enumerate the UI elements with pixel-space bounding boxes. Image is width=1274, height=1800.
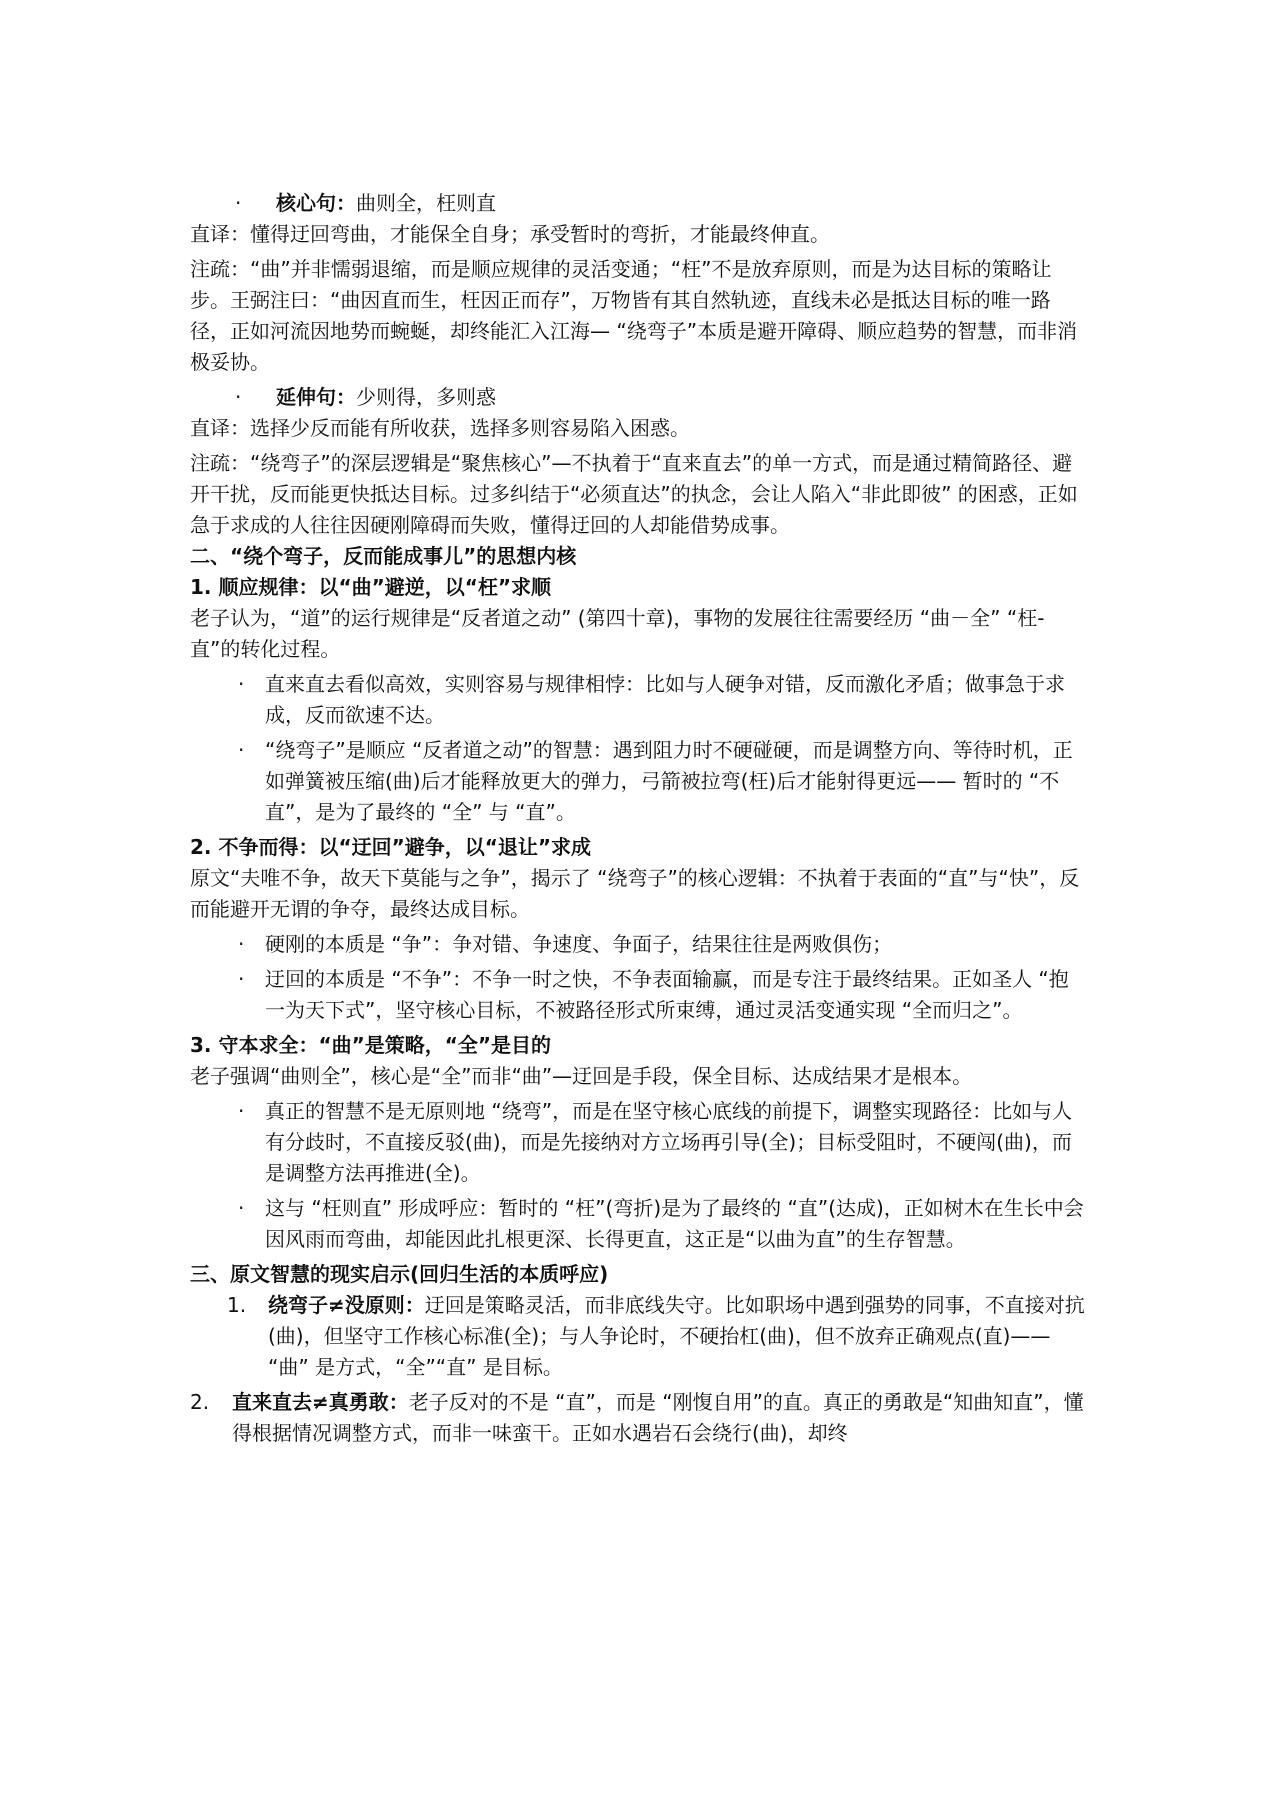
list-item [190, 669, 1085, 731]
extend-sentence-label: 延伸句： [276, 385, 356, 409]
bullet-mark: · [235, 191, 242, 215]
part2-s1-intro: 老子认为，“道”的运行规律是“反者道之动” (第四十章)，事物的发展往往需要经历 “曲－全” “枉- 直”的转化过程。 [190, 606, 1045, 661]
item-label: 绕弯子≠没原则： [268, 1293, 425, 1317]
core-sentence-text: 曲则全，枉则直 [356, 191, 496, 215]
core-translation: 直译：懂得迂回弯曲，才能保全自身；承受暂时的弯折，才能最终伸直。 [190, 222, 830, 246]
bullet-mark: · [238, 1196, 245, 1220]
numbered-item [190, 1290, 1085, 1383]
list-item [190, 929, 1085, 960]
bullet-mark: · [238, 932, 245, 956]
bullet-mark: · [238, 1099, 245, 1123]
bullet-mark: · [235, 385, 242, 409]
core-sentence-label: 核心句： [276, 191, 356, 215]
core-sentence-line [190, 188, 1085, 219]
list-item [190, 1096, 1085, 1189]
core-commentary: 注疏：“曲”并非懦弱退缩，而是顺应规律的灵活变通；“枉”不是放弃原则，而是为达目标的策略让步。王弼注曰：“曲因直而生，枉因正而存”，万物皆有其自然轨迹，直线未必是抵达目标的唯一路径，正如河流因地势而蜿蜒，却终能汇入江海— “绕弯子”本质是避开障碍、顺应趋势的智慧，而非消极妥协。 [190, 257, 1078, 374]
list-item [190, 735, 1085, 828]
list-item-text: 真正的智慧不是无原则地 “绕弯”，而是在坚守核心底线的前提下，调整实现路径：比如与人有分歧时，不直接反驳(曲)，而是先接纳对方立场再引导(全)；目标受阻时，不硬闯(曲)，而是调整方法再推进(全)。 [265, 1099, 1073, 1185]
part2-s2-intro: 原文“夫唯不争，故天下莫能与之争”，揭示了 “绕弯子”的核心逻辑：不执着于表面的“直”与“快”，反而能避开无谓的争夺，最终达成目标。 [190, 866, 1080, 921]
part2-s3-intro: 老子强调“曲则全”，核心是“全”而非“曲”—迂回是手段，保全目标、达成结果才是根本。 [190, 1064, 973, 1088]
list-item [190, 1193, 1085, 1255]
bullet-mark: · [238, 967, 245, 991]
item-text: 迂回是策略灵活，而非底线失守。比如职场中遇到强势的同事，不直接对抗(曲)，但坚守工作核心标准(全)；与人争论时，不硬抬杠(曲)，但不放弃正确观点(直)—— “曲” 是方式，“全”“直” 是目标。 [268, 1293, 1085, 1379]
part2-s2-heading: 2. 不争而得：以“迂回”避争，以“退让”求成 [190, 835, 592, 859]
extend-commentary: 注疏：“绕弯子”的深层逻辑是“聚焦核心”—不执着于“直来直去”的单一方式，而是通过精简路径、避开干扰，反而能更快抵达目标。过多纠结于“必须直达”的执念，会让人陷入“非此即彼” 的困惑，正如急于求成的人往往因硬刚障碍而失败，懂得迂回的人却能借势成事。 [190, 451, 1078, 537]
item-number: 2. [190, 1390, 210, 1414]
item-number: 1. [227, 1293, 247, 1317]
part3-heading: 三、原文智慧的现实启示(回归生活的本质呼应) [190, 1262, 609, 1286]
list-item-text: 硬刚的本质是 “争”：争对错、争速度、争面子，结果往往是两败俱伤； [265, 932, 893, 956]
extend-sentence-text: 少则得，多则惑 [356, 385, 496, 409]
numbered-item [190, 1387, 1085, 1449]
list-item [190, 964, 1085, 1026]
bullet-mark: · [238, 738, 245, 762]
document-content [190, 188, 1085, 1449]
bullet-mark: · [238, 672, 245, 696]
part2-s3-heading: 3. 守本求全：“曲”是策略，“全”是目的 [190, 1033, 552, 1057]
part2-heading: 二、“绕个弯子，反而能成事儿”的思想内核 [190, 544, 577, 568]
list-item-text: 直来直去看似高效，实则容易与规律相悖：比如与人硬争对错，反而激化矛盾；做事急于求成，反而欲速不达。 [265, 672, 1065, 727]
part2-s1-heading: 1. 顺应规律：以“曲”避逆，以“枉”求顺 [190, 575, 552, 599]
list-item-text: “绕弯子”是顺应 “反者道之动”的智慧：遇到阻力时不硬碰硬，而是调整方向、等待时机，正如弹簧被压缩(曲)后才能释放更大的弹力，弓箭被拉弯(枉)后才能射得更远—— 暂时的 “不直”，是为了最终的 “全” 与 “直”。 [265, 738, 1073, 824]
list-item-text: 迂回的本质是 “不争”：不争一时之快，不争表面输赢，而是专注于最终结果。正如圣人 “抱一为天下式”，坚守核心目标，不被路径形式所束缚，通过灵活变通实现 “全而归之”。 [265, 967, 1069, 1022]
item-label: 直来直去≠真勇敢： [232, 1390, 409, 1414]
list-item-text: 这与 “枉则直” 形成呼应：暂时的 “枉”(弯折)是为了最终的 “直”(达成)，正如树木在生长中会因风雨而弯曲，却能因此扎根更深、长得更直，这正是“以曲为直”的生存智慧。 [265, 1196, 1084, 1251]
item-text: 老子反对的不是 “直”，而是 “刚愎自用”的直。真正的勇敢是“知曲知直”，懂得根据情况调整方式，而非一味蛮干。正如水遇岩石会绕行(曲)，却终 [232, 1390, 1084, 1445]
extend-sentence-line [190, 382, 1085, 413]
extend-translation: 直译：选择少反而能有所收获，选择多则容易陷入困惑。 [190, 416, 690, 440]
